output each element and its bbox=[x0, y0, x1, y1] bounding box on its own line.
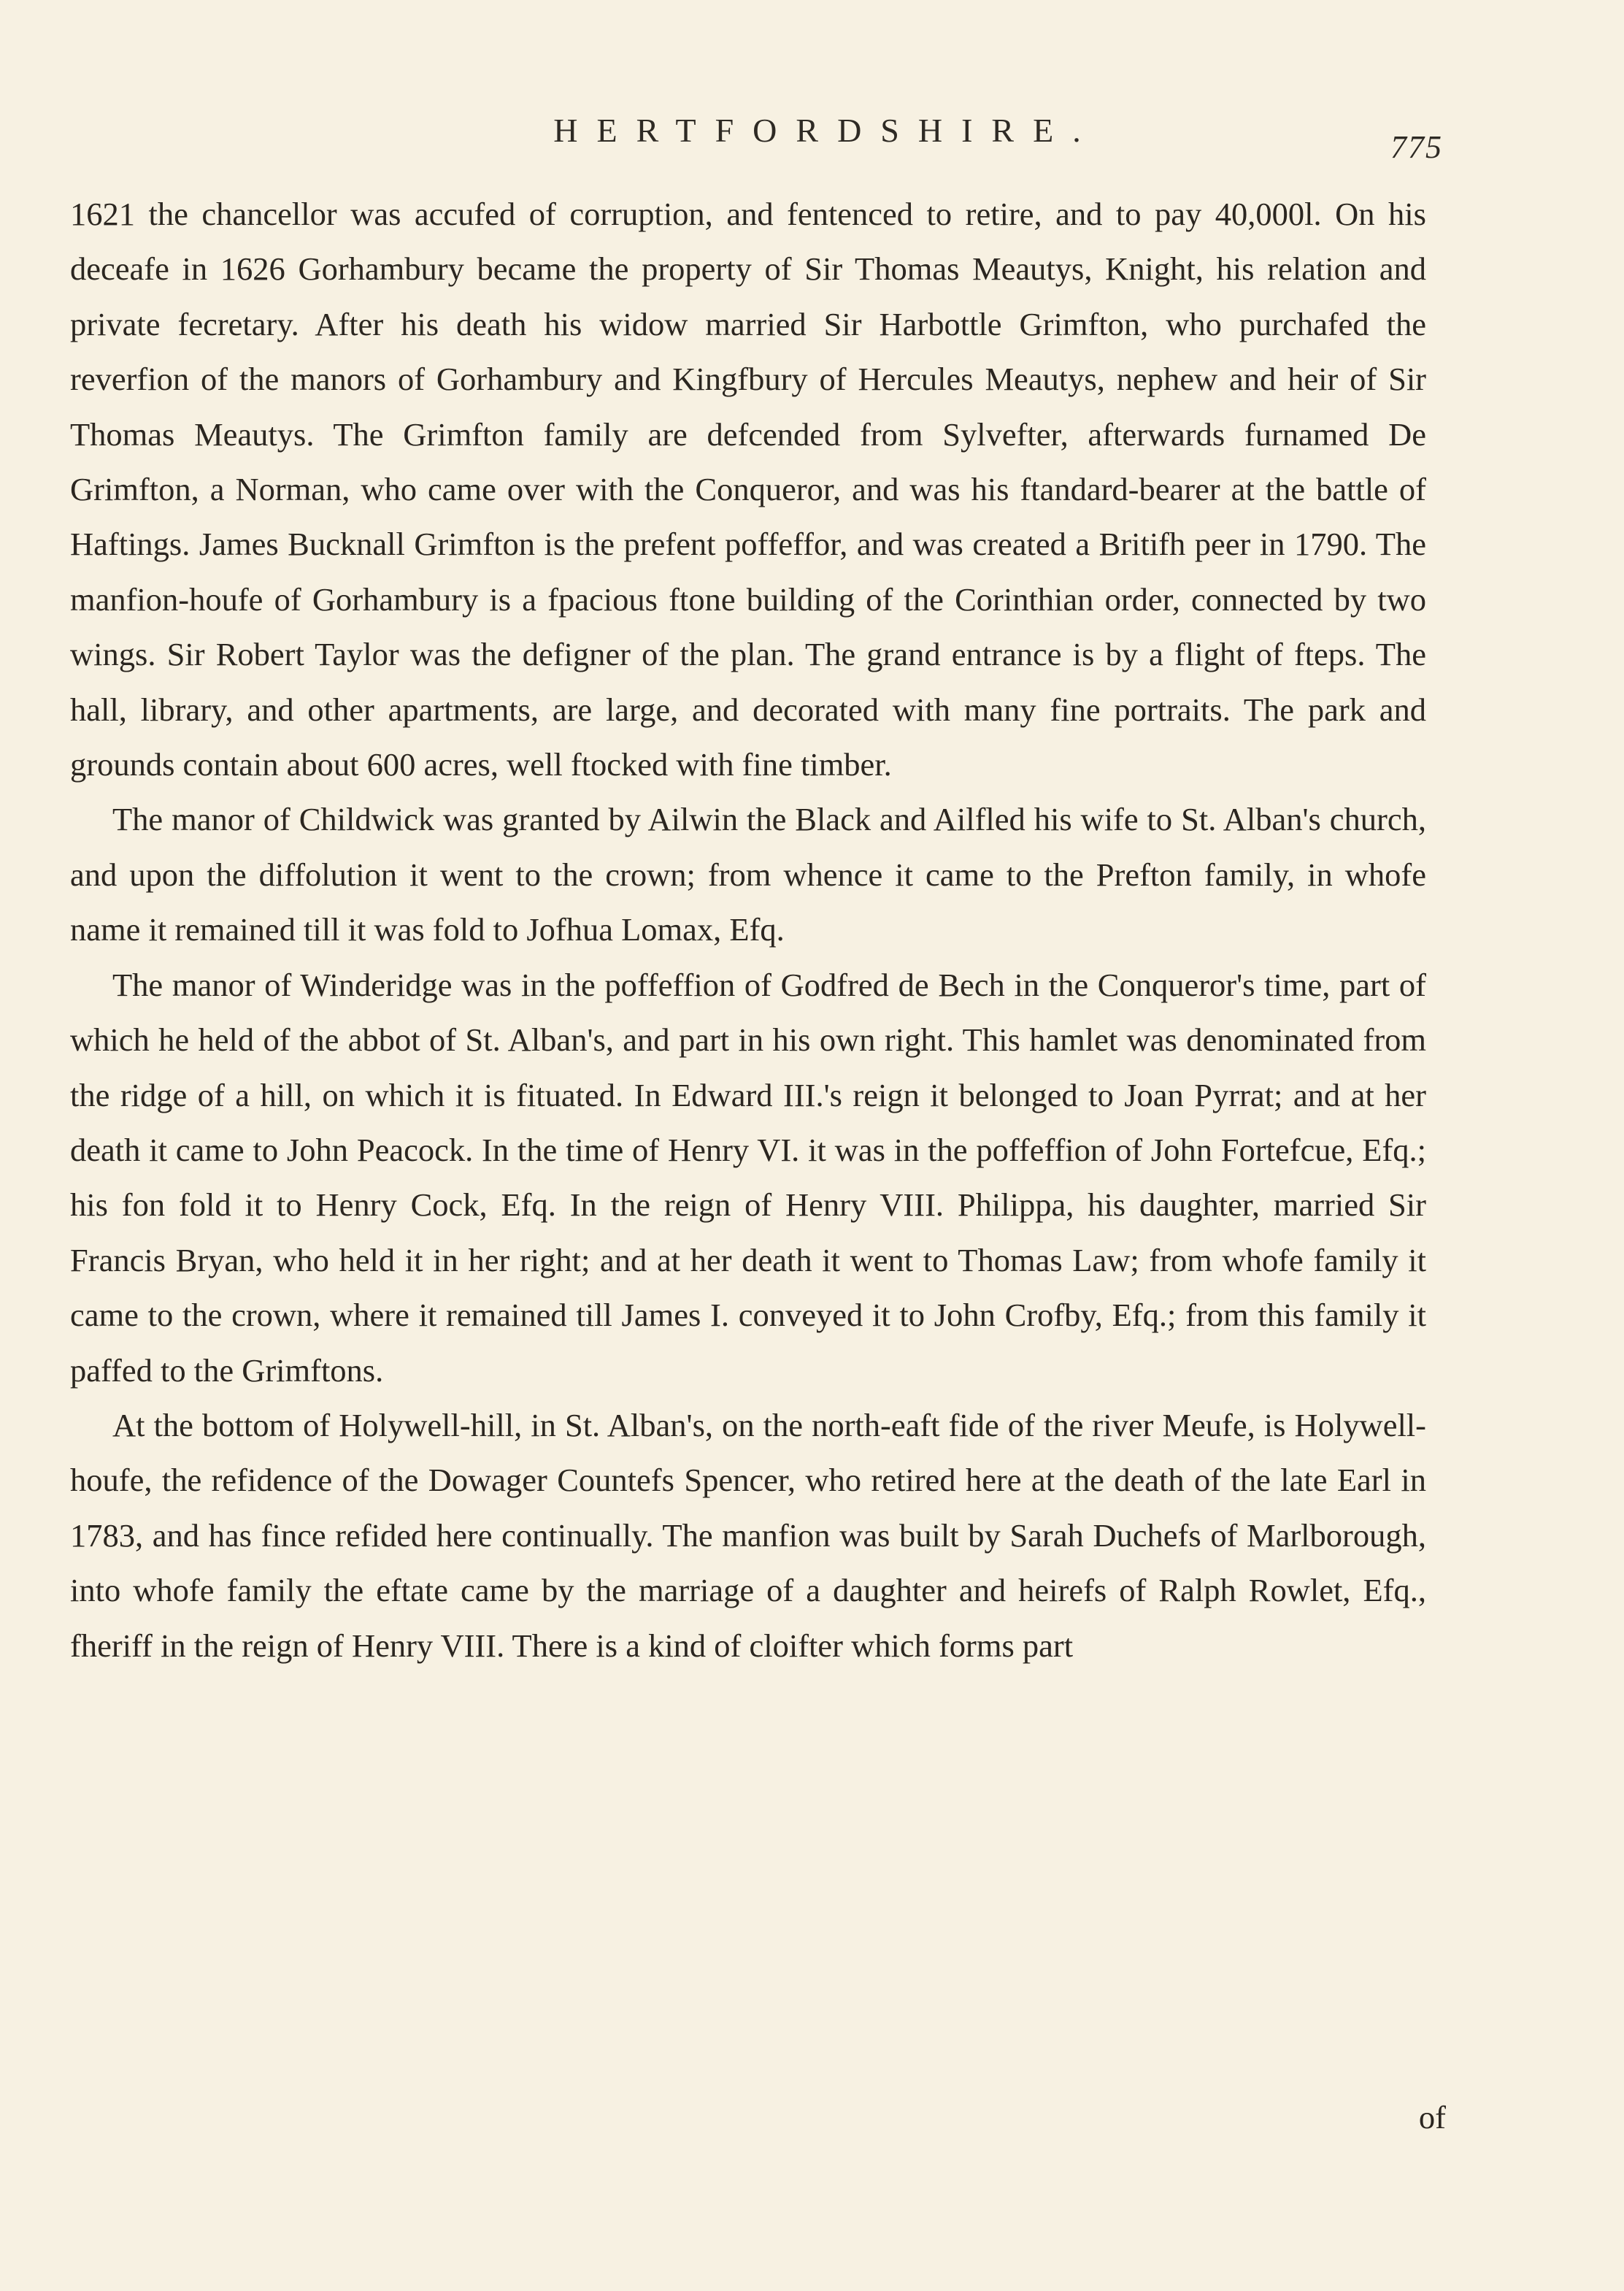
catchword: of bbox=[1418, 2099, 1446, 2135]
paragraph-childwick: The manor of Childwick was granted by Ailwin the Black and Ailfled his wife to St. Alban's church, and upon the diffolution it went to the crown; from whence it came to the Prefton family, in whofe name it remained till it was fold to Jofhua Lomax, Efq. bbox=[70, 801, 1426, 948]
running-title: HERTFORDSHIRE. bbox=[553, 112, 1100, 149]
body-text bbox=[70, 187, 1426, 1673]
paragraph-winderidge: The manor of Winderidge was in the poffeffion of Godfred de Bech in the Conqueror's time, part of which he held of the abbot of St. Alban's, and part in his own right. This hamlet was denominated from the ridge of a hill, on which it is fituated. In Edward III.'s reign it belonged to Joan Pyrrat; and at her death it came to John Peacock. In the time of Henry VI. it was in the poffeffion of John Fortefcue, Efq.; his fon fold it to Henry Cock, Efq. In the reign of Henry VIII. Philippa, his daughter, married Sir Francis Bryan, who held it in her right; and at her death it went to Thomas Law; from whofe family it came to the crown, where it remained till James I. conveyed it to John Crofby, Efq.; from this family it paffed to the Grimftons. bbox=[70, 966, 1426, 1389]
paragraph-holywell: At the bottom of Holywell-hill, in St. Alban's, on the north-eaft fide of the river Meufe, is Holywell-houfe, the refidence of the Dowager Countefs Spencer, who retired here at the death of the late Earl in 1783, and has fince refided here continually. The manfion was built by Sarah Duchefs of Marlborough, into whofe family the eftate came by the marriage of a daughter and heirefs of Ralph Rowlet, Efq., fheriff in the reign of Henry VIII. There is a kind of cloifter which forms part bbox=[70, 1406, 1426, 1664]
paragraph-gorhambury: 1621 the chancellor was accufed of corruption, and fentenced to retire, and to pay 40,000l. On his deceafe in 1626 Gorhambury became the property of Sir Thomas Meautys, Knight, his relation and private fecretary. After his death his widow married Sir Harbottle Grimfton, who purchafed the reverfion of the manors of Gorhambury and Kingfbury of Hercules Meautys, nephew and heir of Sir Thomas Meautys. The Grimfton family are defcended from Sylvefter, afterwards furnamed De Grimfton, a Norman, who came over with the Conqueror, and was his ftandard-bearer at the battle of Haftings. James Bucknall Grimfton is the prefent poffeffor, and was created a Britifh peer in 1790. The manfion-houfe of Gorhambury is a fpacious ftone building of the Corinthian order, connected by two wings. Sir Robert Taylor was the defigner of the plan. The grand entrance is by a flight of fteps. The hall, library, and other apartments, are large, and decorated with many fine portraits. The park and grounds contain about 600 acres, well ftocked with fine timber. bbox=[70, 196, 1426, 783]
page-number: 775 bbox=[1390, 129, 1443, 165]
